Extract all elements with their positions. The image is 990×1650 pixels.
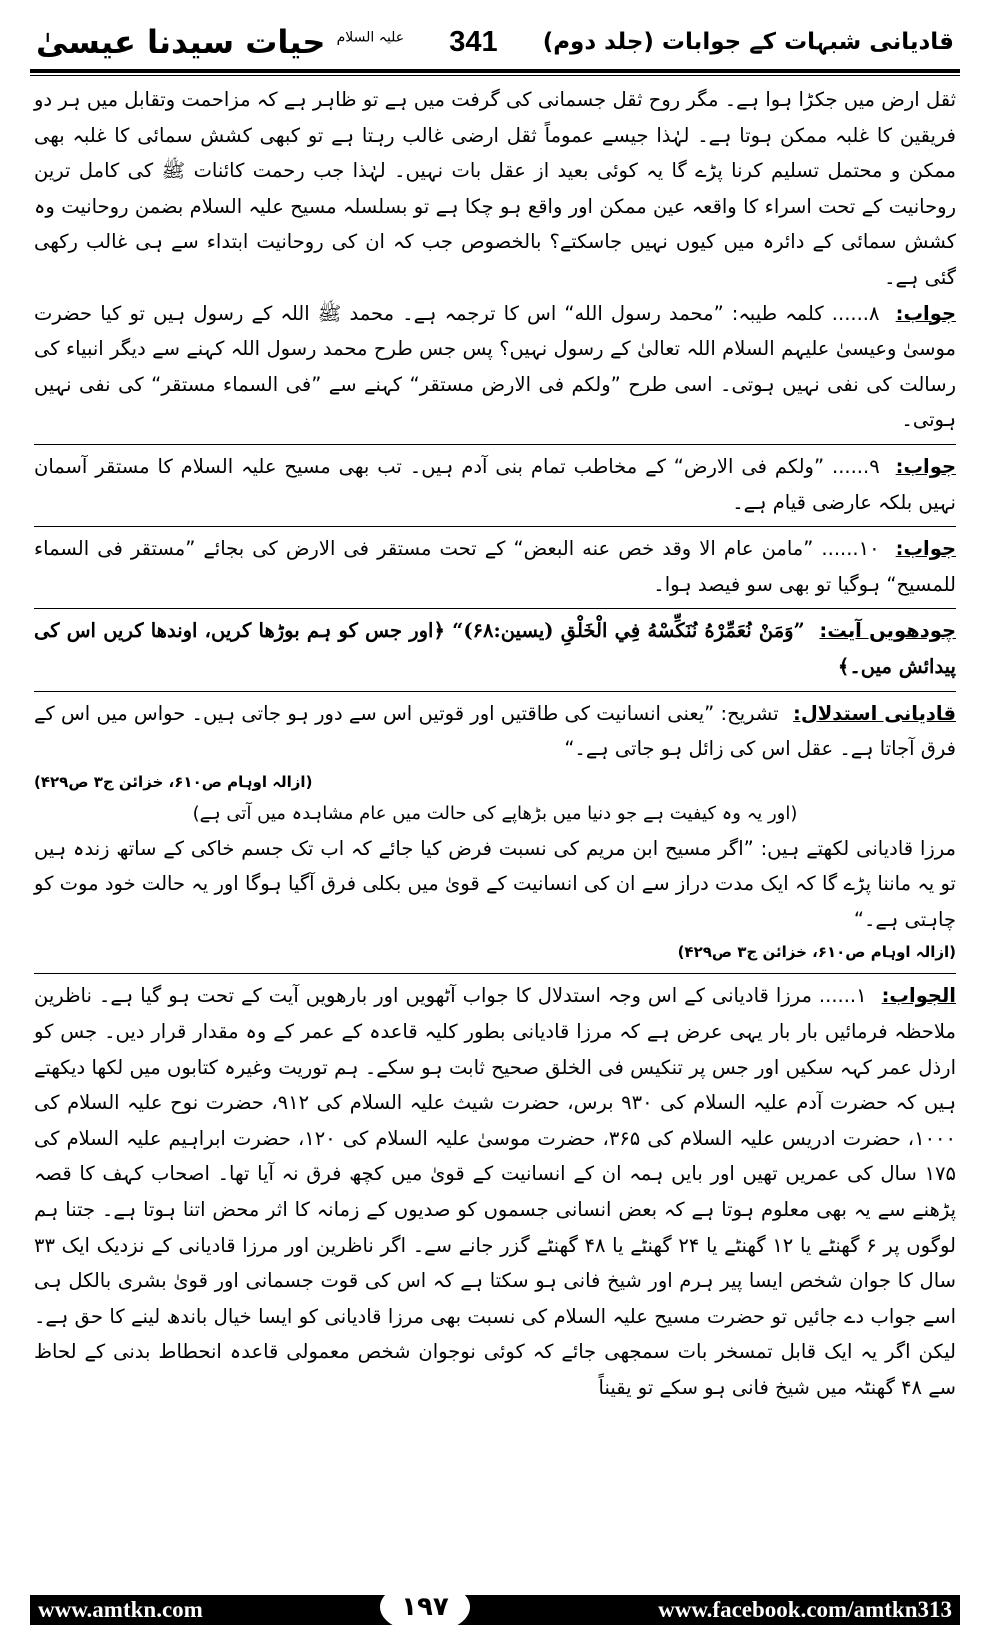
paragraph-intro: ثقل ارض میں جکڑا ہوا ہے۔ مگر روح ثقل جسمانی کی گرفت میں ہے تو ظاہر ہے کہ مزاحمت وتقابل میں ہر دو فریقین کا غلبہ ممکن ہوتا ہے۔ لہٰذا جیسے عموماً ثقل ارضی غالب رہتا ہے تو کبھی کشش سمائی کا غلبہ بھی ممکن و محتمل تسلیم کرنا پڑے گا یہ کوئی بعید از عقل بات نہیں۔ لہٰذا جب رحمت کائنات ﷺ کی کامل ترین روحانیت کے تحت اسراء کا واقعہ عین ممکن اور واقع ہو چکا ہے تو بسلسلہ مسیح علیہ السلام بضمن روحانیت وہ کشش سمائی کے دائرہ میں کیوں نہیں جاسکتے؟ بالخصوص جب کہ ان کی روحانیت ابتداء سے ہی غالب رکھی گئی ہے۔: [34, 88, 956, 289]
answer-8-label: جواب:: [895, 301, 956, 325]
header-rule-thick: [30, 69, 960, 73]
answer-10: [34, 531, 956, 602]
answer-10-text: ۱۰...... ”مامن عام الا وقد خص عنه البعض“ کے تحت مستقر فی الارض کی بجائے ”مستقر فی السماء للمسیح“ ہوگیا تو بھی سو فیصد ہوا۔: [34, 537, 956, 596]
page: [30, 16, 960, 1634]
qadiani-argument-text: تشریح: ”یعنی انسانیت کی طاقتیں اور قوتیں اس سے دور ہو جاتی ہیں۔ حواس میں اس کے فرق آجاتا ہے۔ عقل اس کی زائل ہو جاتی ہے۔“: [34, 701, 956, 761]
citation: (ازالہ اوہام ص۶۱۰، خزائن ج۳ ص۴۲۹): [677, 943, 956, 962]
answer-9-text: ۹...... ”ولکم فی الارض“ کے مخاطب تمام بنی آدم ہیں۔ تب بھی مسیح علیہ السلام کا مستقر آسمان نہیں بلکہ عارضی قیام ہے۔: [34, 454, 956, 514]
page-body: [34, 82, 956, 1406]
explanatory-note: (اور یہ وہ کیفیت ہے جو دنیا میں بڑھاپے کی حالت میں عام مشاہدہ میں آتی ہے): [192, 802, 798, 824]
volume-title: قادیانی شبہات کے جوابات (جلد دوم): [542, 29, 954, 55]
qadiani-argument: [34, 696, 956, 767]
divider: [34, 526, 956, 527]
the-answer-label: الجواب:: [881, 984, 956, 1008]
answer-9: [34, 449, 956, 520]
the-answer-text: ۱...... مرزا قادیانی کے اس وجہ استدلال کا جواب آٹھویں اور بارھویں آیت کے تحت ہو گیا ہے۔ ناظرین ملاحظہ فرمائیں بار بار یہی عرض ہے کہ مرزا قادیانی بطور کلیہ قاعدہ کے عمر کے وہ مقدار قرار دیں۔ جس کو ارذل عمر کہہ سکیں اور جس پر تنکیس فی الخلق صحیح ثابت ہو سکے۔ ہم توریت وغیرہ کتابوں میں لکھا دیکھتے ہیں کہ حضرت آدم علیہ السلام کی ۹۳۰ برس، حضرت شیث علیہ السلام کی ۹۱۲، حضرت نوح علیہ السلام کی ۱۰۰۰، حضرت ادریس علیہ السلام کی ۳۶۵، حضرت موسیٰ علیہ السلام کی ۱۲۰، حضرت ابراہیم علیہ السلام کی ۱۷۵ سال کی عمریں تھیں اور بایں ہمہ ان کے انسانیت کے قویٰ میں کچھ فرق نہ آیا تھا۔ اصحاب کہف کا قصہ پڑھنے سے یہ بھی معلوم ہوتا ہے کہ بعض انسانی جسموں کو صدیوں کے زمانہ کا اثر محض اتنا ہوتا ہے۔ جتنا ہم لوگوں پر ۶ گھنٹے یا ۱۲ گھنٹے یا ۲۴ گھنٹے یا ۴۸ گھنٹے گزر جانے سے۔ اگر ناظرین اور مرزا قادیانی کے نزدیک ایک ۳۳ سال کا جوان شخص ایسا پیر ہرم اور شیخ فانی ہو سکتا ہے کہ اس کی قوت جسمانی اور قویٰ بشری بالکل ہی اسے جواب دے جائیں تو حضرت مسیح علیہ السلام کی نسبت بھی مرزا قادیانی کو ایسا خیال باندھ لینے کا حق ہے۔ لیکن اگر یہ ایک قابل تمسخر بات سمجھی جائے کہ کوئی نوجوان شخص معمولی قاعدہ انحطاط بدنی کے لحاظ سے ۴۸ گھنٹہ میں شیخ فانی ہو سکے تو یقیناً: [34, 984, 957, 1399]
page-badge: ۱۹۷: [380, 1581, 470, 1633]
divider: [34, 444, 956, 445]
page-footer: [30, 1589, 960, 1625]
verse-14: [34, 613, 956, 684]
book-title: [30, 23, 404, 61]
facebook-link[interactable]: www.facebook.com/amtkn313: [658, 1597, 952, 1622]
answer-8-text: ۸...... کلمہ طیبہ: ”محمد رسول الله“ اس کا ترجمہ ہے۔ محمد ﷺ اللہ کے رسول ہیں تو کیا حضرت موسیٰ وعیسیٰ علیہم السلام اللہ تعالیٰ کے رسول نہیں؟ پس جس طرح محمد رسول اللہ کہنے سے دیگر انبیاء کی رسالت کی نفی نہیں ہوتی۔ اسی طرح ”ولکم فی الارض مستقر“ کہنے سے ”فی السماء مستقر“ کی نفی نہیں ہوتی۔: [34, 301, 956, 432]
book-title-text: حیات سیدنا عیسیٰ: [36, 23, 326, 61]
header-rule-thin: [30, 75, 960, 76]
verse-14-label: چودھویں آیت:: [819, 619, 956, 643]
page-number: 341: [449, 25, 498, 58]
verse-14-text: ”وَمَنْ نُعَمِّرْهُ نُنَكِّسْهُ فِي الْخَلْقِ (یسین:۶۸)“ ﴿اور جس کو ہم بوڑھا کریں، اوندھا کریں اس کی پیدائش میں۔﴾: [34, 619, 956, 678]
answer-9-label: جواب:: [895, 454, 956, 478]
answer-8: [34, 296, 956, 438]
page-header: [30, 16, 960, 68]
mirza-quote: مرزا قادیانی لکھتے ہیں: ”اگر مسیح ابن مریم کی نسبت فرض کیا جائے کہ اب تک جسم خاکی کے ساتھ زندہ ہیں تو یہ ماننا پڑے گا کہ ایک مدت دراز سے ان کی انسانیت کے قویٰ میں بکلی فرق آگیا ہوگا اور یہ حالت خود موت کو چاہتی ہے۔“: [34, 836, 956, 931]
honorific: علیہ السلام: [336, 29, 405, 46]
divider: [34, 973, 956, 974]
qadiani-argument-label: قادیانی استدلال:: [793, 701, 956, 725]
divider: [34, 691, 956, 692]
website-link[interactable]: www.amtkn.com: [38, 1597, 203, 1622]
the-answer: [34, 978, 956, 1405]
answer-10-label: جواب:: [895, 537, 957, 561]
divider: [34, 608, 956, 609]
citation: (ازالہ اوہام ص۶۱۰، خزائن ج۳ ص۴۲۹): [34, 772, 313, 791]
